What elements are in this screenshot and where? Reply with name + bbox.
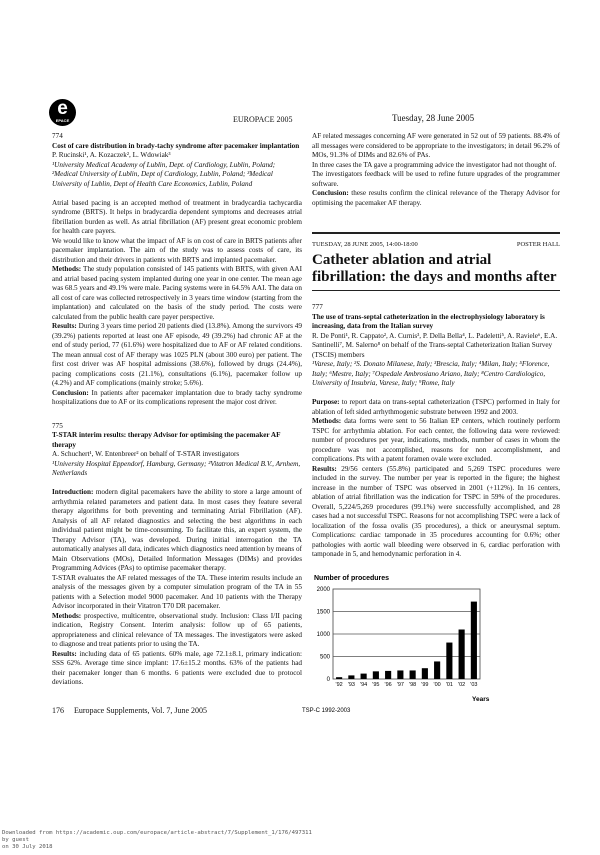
page-number: 176: [52, 705, 64, 715]
abstract-authors: P. Rucinski¹, A. Kozaczek², L. Wdowiak³: [52, 151, 171, 159]
abstract-authors: A. Schuchert¹, W. Entenbreer² on behalf of T-STAR investigators: [52, 450, 240, 458]
methods-paragraph: [52, 265, 302, 322]
label: Conclusion:: [52, 388, 89, 397]
results-paragraph: [312, 465, 560, 560]
label: Introduction:: [52, 488, 94, 496]
procedures-bar-chart: [300, 572, 500, 714]
x-axis-label: Years: [472, 695, 490, 703]
results-paragraph: [52, 322, 302, 389]
bar-95: [373, 671, 379, 679]
intro-paragraph: [52, 488, 302, 574]
bar-02: [459, 629, 465, 679]
text: 29/56 centers (55.8%) participated and 5,269 TSPC procedures were included in the survey. The number per year is reported in the figure; the highest increase in the number of TSPC was observed in 2001 (+112%). In 16 centers, ablation of atrial fibrillation was the indication for TSPC in 59% of the procedures. Overall, 5,224/5,269 procedures (99.1%) were successfully accomplished, and 28 cases had a not successful TSPC. Reasons for not accomplishing TSPC were a lack of localization of the fossa ovalis (35 procedures), a thick or aneurysmal septum. Complications: cardiac tamponade in 35 procedures accounting for 0.6%; other pathologies with aortic wall bleeding were observed in 6, cardiac perforation with tamponade in 5, and hemodynamic perforation in 4.: [312, 464, 560, 558]
header-date: Tuesday, 28 June 2005: [392, 113, 475, 123]
y-tick-label: 0: [326, 676, 330, 683]
bar-94: [361, 673, 367, 678]
session-location: POSTER HALL: [516, 240, 560, 248]
conference-name: EUROPACE 2005: [233, 115, 293, 124]
paragraph: T-STAR evaluates the AF related messages of the TA. These interim results include an analysis of the messages given by a computer simulation program of the TA in 55 patients with a Selection model 9000 pacemaker. And 10 patients with the Therapy Advisor incorporated in their Vitatron T70 DR pacemaker.: [52, 573, 302, 610]
right-column: [302, 132, 560, 714]
y-tick-label: 1000: [316, 631, 330, 638]
abstract-title: T-STAR interim results: therapy Advisor for optimising the pacemaker AF therapy: [52, 431, 281, 449]
bar-93: [348, 675, 354, 679]
section-divider: [312, 232, 560, 234]
y-tick-label: 2000: [316, 586, 330, 593]
abstract-title: The use of trans-septal catheterization in the electrophysiology laboratory is increasing, data from the Italian survey: [312, 312, 545, 330]
label: Methods:: [52, 265, 82, 273]
left-column: [52, 132, 302, 716]
paragraph: We would like to know what the impact of AF is on cost of care in BRTS patients after pacemaker implantation. The aim of the study was to assess costs of care, its distribution and their drivers in patients with BRTS and implanted pacemaker.: [52, 236, 302, 264]
chart-title: Number of procedures: [314, 574, 390, 582]
conclusion-paragraph: [52, 389, 302, 408]
bar-00: [434, 661, 440, 679]
label: Methods:: [52, 611, 82, 620]
paragraph: Atrial based pacing is an accepted method of treatment in bradycardia tachycardia syndrome (BRTS). It helps in bradycardia dependent symptoms and decreases atrial fibrillation burden as well. As atrial fibrillation (AF) present great economic problem for health care payers.: [52, 198, 302, 235]
session-title: Catheter ablation and atrial fibrillation: the days and months after: [312, 251, 557, 285]
download-note: Downloaded from https://academic.oup.com/europace/article-abstract/7/Supplement_1/176/497311: [2, 830, 312, 836]
x-tick-label: '02: [458, 681, 466, 688]
europace-logo: e EPACE: [49, 99, 76, 126]
download-note-block: [0, 822, 600, 855]
abstract-affiliations: ¹Varese, Italy; ²S. Donato Milanese, Italy; ³Brescia, Italy; ⁴Milan, Italy; ⁵Florence, Italy; ⁶Mestre, Italy; ⁷Ospedale Ambrosiano Ariano, Italy; ⁸Centro Cardiologico, University of Insubria, Varese, Italy; ⁹Rome, Italy: [312, 360, 550, 387]
x-tick-label: '94: [360, 681, 368, 688]
session-datetime: TUESDAY, 28 JUNE 2005, 14:00-18:00: [312, 240, 418, 248]
download-note: by guest: [2, 837, 29, 843]
x-tick-label: '01: [445, 681, 453, 688]
x-tick-label: '00: [433, 681, 441, 688]
x-tick-label: '96: [384, 681, 392, 688]
x-tick-label: '98: [409, 681, 417, 688]
paragraph: The investigators feedback will be used to refine future upgrades of the programmer software.: [312, 170, 560, 188]
abstract-authors: R. De Ponti¹, R. Cappato², A. Curnis³, P. Della Bella⁴, L. Padeletti⁵, A. Raviele⁶, E.A. Santinelli⁷, M. Salerno⁸ on behalf of the Trans-septal Catheterization Italian Survey (TSCIS) members: [312, 331, 558, 359]
abstract-affiliations: ¹University Medical Academy of Lublin, Dept. of Cardiology, Lublin, Poland; ²Medical University of Lublin, Dept of Cardiology, Lublin, Poland; ³Medical University of Lublin, Dept of Health Care Economics, Lublin, Poland: [52, 160, 276, 188]
page-columns: [52, 0, 560, 822]
methods-paragraph: [312, 417, 560, 465]
bar-01: [446, 642, 452, 678]
text: data forms were sent to 56 Italian EP centers, which routinely perform TSPC for arrhythmia ablation. For each center, the following data were reviewed: number of procedures per year, indications, methods, number of cases in whom the procedure was not accomplished, reasons for non accomplishment, and complications. Pts with a patent foramen ovale were excluded.: [312, 417, 560, 463]
section-divider: [312, 290, 560, 292]
x-tick-label: '92: [335, 681, 343, 688]
y-tick-label: 1500: [316, 609, 330, 615]
text: including data of 65 patients. 60% male, age 72.1±8.1, primary indication: SSS 62%. Average time since implant: 17.6±15.2 months. 63% of the patients had their pacemaker longer than 6 months. 6 patients were excluded due to protocol deviations.: [52, 649, 302, 686]
results-paragraph: [52, 650, 302, 688]
x-tick-label: '97: [396, 681, 404, 688]
abstract-number: 777: [312, 303, 323, 311]
y-tick-label: 500: [319, 654, 330, 660]
abstract-title: Cost of care distribution in brady-tachy syndrome after pacemaker implantation: [52, 141, 300, 150]
label: Purpose:: [312, 398, 340, 406]
page-footer: [52, 706, 302, 716]
text: In patients after pacemaker implantation due to brady tachy syndrome hospitalizations due to AF or its complications represent the major cost driver.: [52, 388, 302, 406]
session-header: [312, 241, 560, 249]
bar-96: [385, 670, 391, 678]
x-tick-label: '93: [347, 681, 355, 688]
purpose-paragraph: [312, 398, 560, 417]
text: these results confirm the clinical relevance of the Therapy Advisor for optimising the pacemaker AF therapy.: [312, 189, 560, 207]
label: Results:: [52, 649, 77, 658]
paragraph: AF related messages concerning AF were generated in 52 out of 59 patients. 88.4% of all messages were considered to be appropriate to the investigators; in detail 96.2% of MOs, 91.3% of DIMs and 82.6% of PAs.: [312, 132, 560, 159]
label: Results:: [52, 322, 77, 330]
download-note: on 30 July 2018: [2, 844, 53, 850]
text: modern digital pacemakers have the ability to store a large amount of arrhythmia related parameters and patient data. In most cases they feature several therapy algorithms for both preventing and terminating Atrial Fibrillation (AF). Analysis of all AF related diagnostics and selecting the best algorithms in each individual patient might be time-consuming. To facilitate this, an expert system, the Therapy Advisor (TA), was developed. During initial interrogation the TA automatically analyses all data, indicates which diagnostics need attention by means of Main Observations (MOs), Detailed Information Messages (DIMs) and provides Programming Advices (PAs) to optimise pacemaker therapy.: [52, 488, 302, 572]
right-column-777: [312, 303, 560, 560]
right-column-top: [312, 132, 560, 208]
chart-caption: TSP-C 1992-2003: [302, 707, 351, 714]
text: During 3 years time period 20 patients died (13.8%). Among the survivors 49 (39.2%) patients reported at least one AF episode, 49 (39.2%) had chronic AF at the end of study period, 77 (61.6%) were hospitalized due to AF or AF related conditions. The mean annual cost of AF therapy was 1025 PLN (about 300 euro) per patient. The first cost driver was AF hospital admissions (38.6%), followed by drugs (24.4%), pacing complications costs (21.1%), consultations (6.1%), pacemaker follow up (4.2%) and AF complications (mainly stroke; 5.6%).: [52, 322, 302, 387]
abstract-affiliations: ¹University Hospital Eppendorf, Hamburg, Germany; ²Vitatron Medical B.V., Arnhem, Netherlands: [52, 459, 301, 477]
conclusion-paragraph: [312, 189, 560, 208]
label: Methods:: [312, 417, 342, 425]
paragraph: In three cases the TA gave a programming advice the investigator had not thought of.: [312, 160, 557, 169]
journal-name: Europace Supplements, Vol. 7, June 2005: [74, 705, 208, 715]
x-tick-label: '95: [372, 681, 380, 688]
bar-92: [336, 677, 342, 679]
text: The study population consisted of 145 patients with BRTS, with given AAI and atrial based pacing system implanted during one year in one center. The mean age was 68.5 years and 49.1% were male. Pacing systems were in 64.5% AAI. The data on all cost of care was collected retrospectively in 3 years time window (starting from the implantation) and calculated on the basis of the study period. The costs were calculated from the public health care payer perspective.: [52, 265, 302, 321]
bar-03: [471, 601, 477, 678]
x-tick-label: '03: [470, 681, 478, 688]
text: to report data on trans-septal catheterization (TSPC) performed in Italy for ablation of left sided arrhythmogenic substrate between 1992 and 2003.: [312, 398, 560, 416]
abstract-number: 775: [52, 421, 63, 430]
abstract-number: 774: [52, 132, 63, 140]
label: Results:: [312, 464, 337, 473]
x-tick-label: '99: [421, 681, 429, 688]
bar-98: [410, 670, 416, 679]
text: prospective, multicentre, observational study. Inclusion: Class I/II pacing indication, Registry Consent. Interim analysis: follow up of 65 patients, appropriateness and clinical relevance of TA messages. The investigators were asked to diagnose and treat patients prior to using the TA.: [52, 611, 302, 648]
methods-paragraph: [52, 612, 302, 650]
left-column-text: [52, 132, 302, 688]
bar-99: [422, 668, 428, 679]
bar-97: [397, 670, 403, 679]
label: Conclusion:: [312, 189, 349, 197]
